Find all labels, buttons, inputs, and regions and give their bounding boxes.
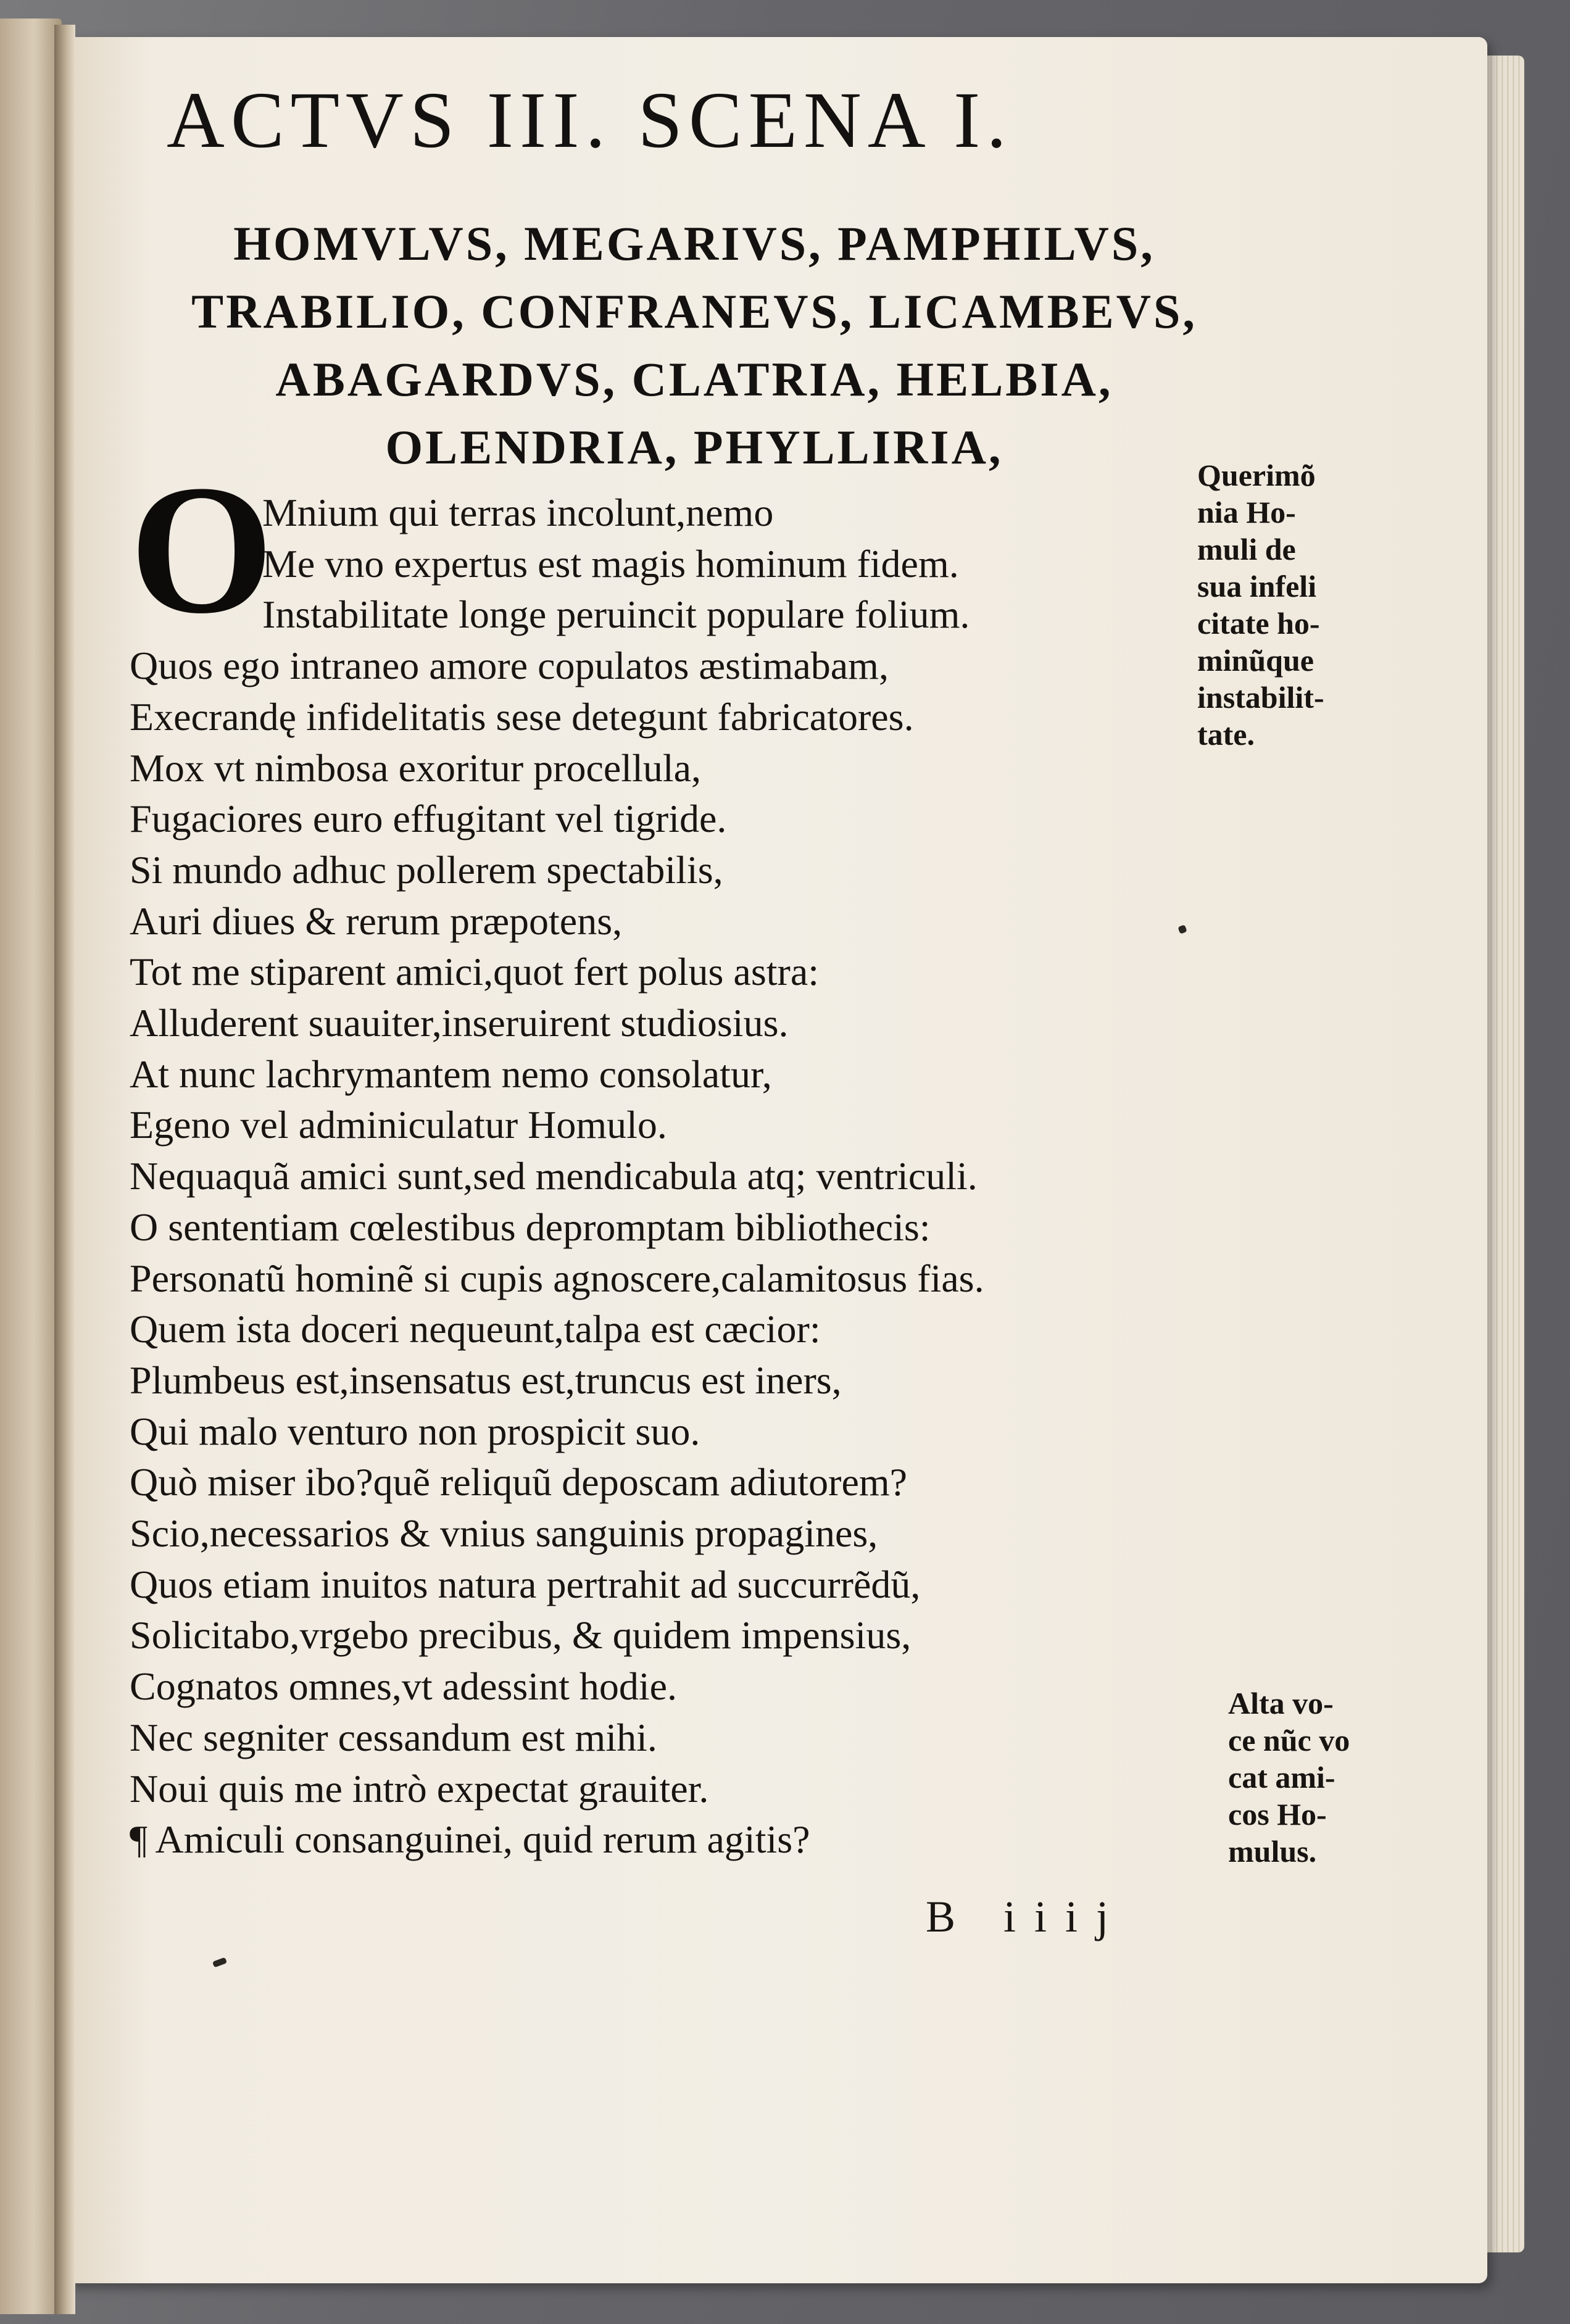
marginal-note-line: cos Ho- [1228,1797,1327,1832]
verse-line: Solicitabo,vrgebo precibus, & quidem impensius, [130,1613,912,1658]
marginal-note-line: muli de [1197,532,1296,566]
marginal-note-line: sua infeli [1197,569,1317,604]
marginal-note [1197,457,1382,753]
verse-line: Quem ista doceri nequeunt,talpa est cæcior: [130,1307,821,1351]
marginal-note-line: minũque [1197,643,1314,678]
verse-line: Fugaciores euro effugitant vel tigride. [130,797,727,841]
verse-line: Nec segniter cessandum est mihi. [130,1715,657,1759]
marginal-note-line: tate. [1197,717,1255,752]
marginal-note-line: ce nũc vo [1228,1723,1350,1758]
marginal-note-line: Querimõ [1197,458,1316,492]
marginal-note-line: Alta vo- [1228,1686,1334,1720]
verse-line: Nequaquã amici sunt,sed mendicabula atq; ventriculi. [130,1154,978,1198]
verse-line: Egeno vel adminiculatur Homulo. [130,1103,667,1147]
signature-mark: B iiij [926,1892,1128,1941]
cast-list [123,210,1265,481]
drop-cap-initial: O [130,447,274,652]
verse-line: Cognatos omnes,vt adessint hodie. [130,1664,678,1709]
marginal-note-line: nia Ho- [1197,495,1296,529]
verse-line: ¶ Amiculi consanguinei, quid rerum agitis? [130,1817,810,1862]
act-scene-heading: ACTVS III. SCENA I. [167,76,1013,165]
verse-line: Quos ego intraneo amore copulatos æstimabam, [130,644,889,688]
verse-line: Tot me stiparent amici,quot fert polus astra: [130,950,819,994]
marginal-note-line: citate ho- [1197,606,1320,641]
verse-line: Plumbeus est,insensatus est,truncus est iners, [130,1358,842,1402]
cast-line: TRABILIO, CONFRANEVS, LICAMBEVS, [191,284,1197,338]
marginal-note-line: cat ami- [1228,1760,1335,1795]
book-gutter [54,25,75,2314]
marginal-note [1228,1685,1413,1870]
verse-line: Noui quis me intrò expectat grauiter. [130,1766,709,1811]
page-stack-edge [1481,56,1524,2252]
verse-line: Alluderent suauiter,inseruirent studiosius. [130,1001,789,1045]
verse-line: Personatũ hominẽ si cupis agnoscere,calamitosus fias. [130,1256,984,1300]
verse-line: Mox vt nimbosa exoritur procellula, [130,745,702,790]
verse-line: Qui malo venturo non prospicit suo. [130,1409,700,1453]
verse-line: Me vno expertus est magis hominum fidem. [262,541,959,586]
verse-line: Si mundo adhuc pollerem spectabilis, [130,847,723,892]
verse-line: Mnium qui terras incolunt,nemo [262,491,774,534]
verse-line: Auri diues & rerum præpotens, [130,898,623,943]
cast-line: OLENDRIA, PHYLLIRIA, [385,420,1003,474]
facing-page-edge [0,19,62,2314]
cast-line: ABAGARDVS, CLATRIA, HELBIA, [275,352,1113,406]
verse-line: Scio,necessarios & vnius sanguinis propagines, [130,1511,878,1556]
verse-line: O sententiam cœlestibus depromptam bibliothecis: [130,1205,931,1249]
cast-line: HOMVLVS, MEGARIVS, PAMPHILVS, [233,217,1155,270]
verse-line: At nunc lachrymantem nemo consolatur, [130,1052,772,1096]
verse-line: Instabilitate longe peruincit populare folium. [262,592,970,637]
marginal-note-line: mulus. [1228,1834,1317,1869]
verse-line: Execrandę infidelitatis sese detegunt fabricatores. [130,694,914,739]
verse-line: Quos etiam inuitos natura pertrahit ad succurrẽdũ, [130,1562,921,1606]
marginal-note-line: instabilit- [1197,680,1324,715]
verse-line: Quò miser ibo?quẽ reliquũ deposcam adiutorem? [130,1460,908,1504]
verse-text [130,488,1253,1865]
